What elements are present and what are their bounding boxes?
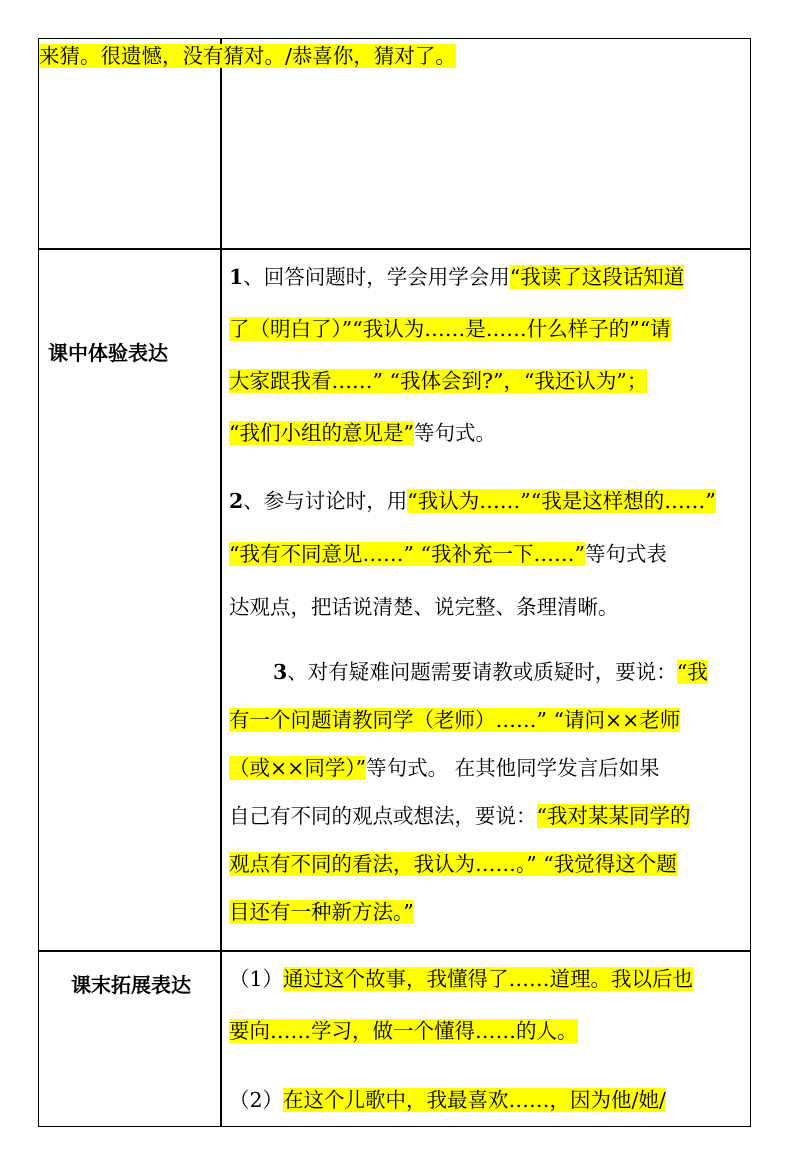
text-line xyxy=(229,364,647,398)
plain-text: 等句式。 xyxy=(413,421,496,445)
middle-row-label: 课中体验表达 xyxy=(48,341,168,365)
highlighted-text: “我认为……”“我是这样想的……” xyxy=(407,489,716,513)
bottom-row-label: 课末拓展表达 xyxy=(71,973,191,997)
highlighted-text: 通过这个故事，我懂得了……道理。我以后也 xyxy=(283,967,694,991)
plain-text: 等句式。 在其他同学发言后如果 xyxy=(366,756,660,780)
text-line xyxy=(229,484,716,518)
highlighted-text: “我们小组的意见是” xyxy=(229,421,414,445)
highlighted-text: “我对某某同学的 xyxy=(536,804,691,828)
highlighted-text: （或××同学）” xyxy=(229,756,367,780)
highlighted-text: 来猜。很遗憾，没有猜对。/恭喜你，猜对了。 xyxy=(39,44,456,68)
highlighted-text: “我读了这段话知道 xyxy=(509,265,685,289)
text-line xyxy=(229,799,690,833)
highlighted-text: “我有不同意见……” “我补充一下……” xyxy=(229,542,585,566)
text-line xyxy=(229,751,660,785)
plain-text: 、对有疑难问题需要请教或质疑时，要说： xyxy=(287,660,677,684)
text-line xyxy=(229,703,680,737)
plain-text: 、回答问题时，学会用学会用 xyxy=(243,265,510,289)
plain-text: 1 xyxy=(229,265,244,289)
row-divider-1 xyxy=(39,248,750,250)
plain-text: 自己有不同的观点或想法，要说： xyxy=(229,804,537,828)
highlighted-text: 在这个儿歌中，我最喜欢……，因为他/她/ xyxy=(283,1088,666,1112)
highlighted-text: 目还有一种新方法。” xyxy=(229,900,414,924)
row-divider-2 xyxy=(39,950,750,952)
text-line xyxy=(229,847,677,881)
text-line xyxy=(229,260,684,294)
highlighted-text: 有一个问题请教同学（老师）……” “请问××老师 xyxy=(229,708,681,732)
column-divider xyxy=(220,39,222,1126)
highlighted-text: 了（明白了）”“我认为……是……什么样子的”“请 xyxy=(229,317,671,341)
highlighted-text: “我 xyxy=(676,660,708,684)
text-line xyxy=(229,1083,666,1117)
highlighted-text: 要向……学习，做一个懂得……的人。 xyxy=(229,1019,578,1043)
text-line xyxy=(229,962,693,996)
text-line xyxy=(229,537,667,571)
text-line xyxy=(229,416,496,450)
highlighted-text: 大家跟我看……” “我体会到?”，“我还认为”； xyxy=(229,369,648,393)
plain-text: （2） xyxy=(229,1088,284,1112)
plain-text: 等句式表 xyxy=(584,542,667,566)
text-line xyxy=(229,895,414,929)
text-line xyxy=(39,39,456,73)
highlighted-text: 观点有不同的看法，我认为……。” “我觉得这个题 xyxy=(229,852,677,876)
plain-text: 达观点，把话说清楚、说完整、条理清晰。 xyxy=(229,595,619,619)
plain-text: 2 xyxy=(229,489,244,513)
plain-text: 3 xyxy=(273,660,288,684)
expression-table xyxy=(38,38,751,1127)
plain-text: 、参与讨论时，用 xyxy=(243,489,408,513)
text-line xyxy=(229,590,619,624)
plain-text: （1） xyxy=(229,967,284,991)
text-line xyxy=(229,1014,578,1048)
text-line xyxy=(229,312,671,346)
text-line xyxy=(273,655,708,689)
